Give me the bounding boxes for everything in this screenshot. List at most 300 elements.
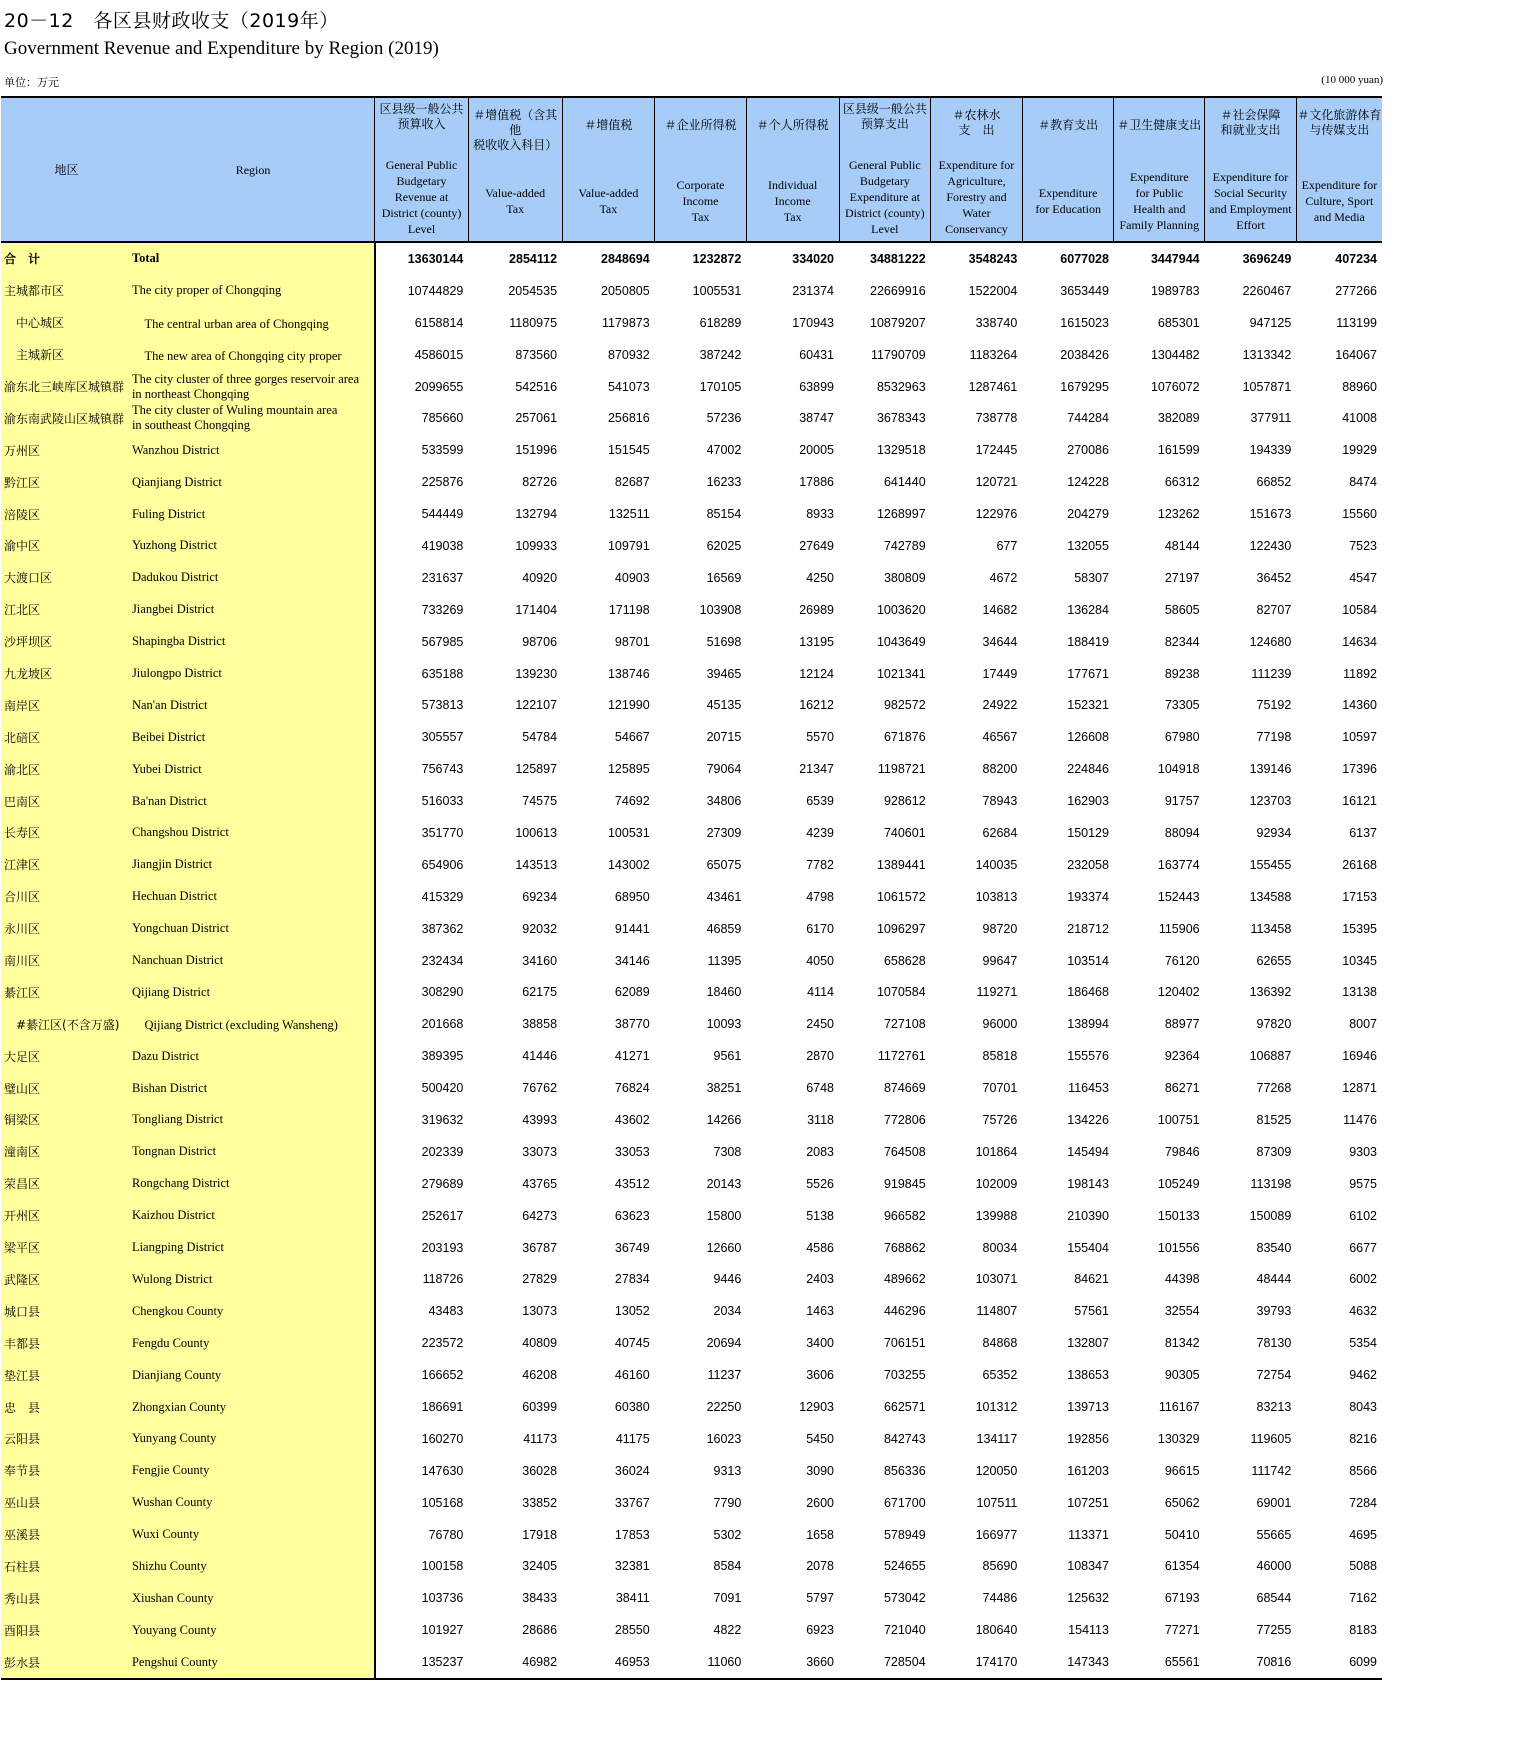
value-cell: 27197 [1164, 570, 1200, 585]
region-name-en: Chengkou County [132, 1295, 375, 1327]
region-name-cn: 巫山县 [1, 1487, 132, 1519]
table-row [1, 1359, 1382, 1391]
value-cell: 150089 [1249, 1208, 1292, 1223]
value-cell: 48444 [1256, 1272, 1292, 1287]
region-name-cn: 渝东南武陵山区城镇群 [1, 402, 132, 434]
region-name-cn: 璧山区 [1, 1072, 132, 1104]
region-name-en: Dadukou District [132, 562, 375, 594]
value-cell: 873560 [515, 347, 558, 362]
value-cell: 81342 [1164, 1336, 1200, 1351]
region-name-en: Xiushan County [132, 1582, 375, 1614]
value-cell: 138746 [607, 666, 650, 681]
value-cell: 46982 [468, 1646, 562, 1679]
value-cell: 50410 [1164, 1527, 1200, 1542]
value-cell: 88960 [1342, 379, 1377, 394]
value-cell: 60399 [522, 1400, 558, 1414]
value-cell: 8933 [806, 507, 834, 522]
region-name-cn: 秀山县 [1, 1582, 132, 1614]
region-name-cn: 大渡口区 [1, 562, 132, 594]
region-name-cn: 主城新区 [1, 339, 132, 371]
value-cell: 41446 [522, 1049, 558, 1064]
value-cell: 351770 [375, 817, 469, 849]
value-cell: 27834 [614, 1272, 650, 1287]
table-title-cn: 20－12 各区县财政收支（2019年） [4, 10, 339, 32]
value-cell: 966582 [883, 1208, 926, 1223]
value-cell: 61354 [1164, 1559, 1200, 1574]
value-cell: 155576 [1067, 1049, 1109, 1064]
value-cell: 186691 [375, 1391, 469, 1423]
value-cell: 489662 [883, 1272, 926, 1287]
value-cell: 856336 [883, 1463, 926, 1478]
unit-label-en: (10 000 yuan) [1321, 74, 1383, 86]
table-row [1, 881, 1382, 913]
table-row [1, 1264, 1382, 1296]
value-cell: 130329 [1157, 1431, 1200, 1446]
value-cell: 119271 [976, 985, 1018, 1000]
value-cell: 79064 [706, 762, 742, 777]
value-cell: 8566 [1349, 1463, 1377, 1478]
value-cell: 1463 [806, 1304, 834, 1319]
value-cell: 17918 [522, 1527, 558, 1542]
value-cell: 21347 [799, 762, 834, 777]
value-cell: 232434 [375, 945, 469, 977]
value-cell: 43765 [522, 1176, 558, 1191]
value-cell: 738778 [975, 411, 1018, 426]
region-name-en: Wulong District [132, 1264, 375, 1296]
table-row [1, 594, 1382, 626]
value-cell: 111742 [1251, 1463, 1292, 1478]
value-cell: 91757 [1164, 794, 1200, 809]
value-cell: 115906 [1158, 921, 1200, 936]
region-name-cn: 江北区 [1, 594, 132, 626]
header-region-en: Region [132, 97, 375, 242]
value-cell: 7091 [713, 1591, 742, 1606]
value-cell: 26168 [1342, 857, 1377, 872]
region-name-cn: 巴南区 [1, 785, 132, 817]
value-cell: 270086 [1067, 443, 1109, 458]
value-cell: 116167 [1158, 1400, 1200, 1414]
region-name-cn: 綦江区 [1, 976, 132, 1008]
value-cell: 8474 [1349, 475, 1377, 490]
value-cell: 124228 [1067, 475, 1109, 490]
value-cell: 90305 [1164, 1368, 1200, 1383]
value-cell: 151996 [515, 443, 558, 458]
value-cell: 174170 [931, 1646, 1023, 1679]
value-cell: 38747 [799, 411, 834, 426]
value-cell: 109791 [607, 538, 650, 553]
value-cell: 193374 [1067, 889, 1109, 904]
value-cell: 58307 [1074, 570, 1109, 585]
value-cell: 223572 [375, 1327, 469, 1359]
value-cell: 77198 [1256, 730, 1292, 745]
value-cell: 103908 [699, 602, 742, 617]
region-name-en: The central urban area of Chongqing [132, 307, 375, 339]
value-cell: 4586015 [375, 339, 469, 371]
value-cell: 5570 [806, 730, 834, 745]
value-cell: 36452 [1256, 570, 1292, 585]
value-cell: 1183264 [969, 347, 1018, 362]
value-cell: 9303 [1349, 1144, 1377, 1159]
region-name-en: Shizhu County [132, 1551, 375, 1583]
value-cell: 319632 [375, 1104, 469, 1136]
value-cell: 76120 [1164, 953, 1200, 968]
value-cell: 132807 [1067, 1336, 1109, 1351]
value-cell: 34146 [614, 953, 650, 968]
value-cell: 578949 [883, 1527, 926, 1542]
value-cell: 113199 [1336, 315, 1377, 330]
value-cell: 166977 [975, 1527, 1018, 1542]
value-cell: 39793 [1256, 1304, 1292, 1319]
value-cell: 69234 [522, 889, 558, 904]
value-cell: 36024 [614, 1463, 650, 1478]
value-cell: 22669916 [870, 283, 926, 298]
value-cell: 17449 [982, 666, 1018, 681]
table-row [1, 402, 1382, 434]
value-cell: 96615 [1164, 1463, 1200, 1478]
table-row [1, 689, 1382, 721]
value-cell: 4695 [1349, 1527, 1377, 1542]
table-body [1, 242, 1382, 1679]
table-row [1, 913, 1382, 945]
value-cell: 6748 [806, 1081, 834, 1096]
value-cell: 122107 [515, 698, 558, 713]
value-cell: 83540 [1256, 1240, 1292, 1255]
value-cell: 46208 [522, 1368, 558, 1383]
header-vat-incl: ＃增值税（含其他 税收收入科目） Value-added Tax [468, 97, 562, 242]
value-cell: 51698 [706, 634, 742, 649]
table-row [1, 1232, 1382, 1264]
value-cell: 65075 [706, 857, 742, 872]
value-cell: 4632 [1349, 1304, 1377, 1319]
total-row [1, 242, 1382, 275]
value-cell: 2848694 [601, 251, 650, 266]
value-cell: 88200 [982, 762, 1018, 777]
region-name-cn: 南川区 [1, 945, 132, 977]
value-cell: 74486 [982, 1591, 1018, 1606]
region-name-en: Yuzhong District [132, 530, 375, 562]
value-cell: 82687 [614, 475, 650, 490]
region-name-en: Changshou District [132, 817, 375, 849]
value-cell: 172445 [975, 443, 1018, 458]
value-cell: 1615023 [1060, 315, 1109, 330]
value-cell: 2054535 [508, 283, 558, 298]
value-cell: 121990 [607, 698, 650, 713]
value-cell: 75726 [982, 1112, 1018, 1127]
value-cell: 919845 [883, 1176, 926, 1191]
region-name-cn: 巫溪县 [1, 1519, 132, 1551]
value-cell: 124680 [1249, 634, 1292, 649]
value-cell: 123262 [1157, 507, 1200, 522]
value-cell: 4586 [806, 1240, 834, 1255]
value-cell: 36028 [522, 1463, 558, 1478]
value-cell: 3653449 [1060, 283, 1109, 298]
region-name-cn: 荣昌区 [1, 1168, 132, 1200]
region-name-cn: 大足区 [1, 1040, 132, 1072]
value-cell: 33073 [522, 1144, 558, 1159]
value-cell: 155404 [1067, 1240, 1109, 1255]
value-cell: 10597 [1342, 730, 1377, 745]
value-cell: 380809 [883, 570, 926, 585]
table-row [1, 1551, 1382, 1583]
unit-label-cn: 单位：万元 [4, 76, 59, 89]
value-cell: 10879207 [870, 315, 926, 330]
value-cell: 11060 [655, 1646, 747, 1679]
value-cell: 1329518 [876, 443, 926, 458]
value-cell: 15560 [1342, 507, 1377, 522]
table-row [1, 1519, 1382, 1551]
value-cell: 62025 [706, 538, 742, 553]
value-cell: 2260467 [1242, 283, 1292, 298]
value-cell: 4798 [806, 889, 834, 904]
table-row [1, 1487, 1382, 1519]
region-name-cn: 永川区 [1, 913, 132, 945]
value-cell: 101864 [975, 1144, 1018, 1159]
region-name-en: Kaizhou District [132, 1200, 375, 1232]
region-name-en: The new area of Chongqing city proper [132, 339, 375, 371]
value-cell: 15395 [1342, 921, 1377, 936]
value-cell: 43483 [375, 1295, 469, 1327]
value-cell: 180640 [975, 1623, 1018, 1638]
value-cell: 34644 [982, 634, 1018, 649]
revenue-expenditure-table [1, 96, 1382, 1680]
value-cell: 77271 [1164, 1623, 1200, 1638]
value-cell: 63899 [799, 379, 834, 394]
header-agri-exp: ＃农林水 支 出 Expenditure for Agriculture, Forestry and Water Conservancy [931, 97, 1023, 242]
value-cell: 10744829 [375, 275, 469, 307]
region-name-cn: 渝东北三峡库区城镇群 [1, 371, 132, 403]
region-name-cn: 九龙坡区 [1, 658, 132, 690]
value-cell: 100751 [1157, 1112, 1200, 1127]
value-cell: 107251 [1067, 1495, 1109, 1510]
table-row [1, 466, 1382, 498]
value-cell: 138653 [1067, 1368, 1109, 1383]
value-cell: 2034 [713, 1304, 742, 1319]
header-region-cn: 地区 [1, 97, 132, 242]
value-cell: 6677 [1349, 1240, 1377, 1255]
value-cell: 136392 [1249, 985, 1292, 1000]
value-cell: 198143 [1067, 1176, 1109, 1191]
value-cell: 114807 [976, 1304, 1018, 1319]
value-cell: 4822 [713, 1623, 742, 1638]
value-cell: 11395 [707, 953, 742, 968]
region-name-cn: 沙坪坝区 [1, 626, 132, 658]
value-cell: 28686 [522, 1623, 558, 1638]
region-name-en: Wanzhou District [132, 434, 375, 466]
value-cell: 143513 [515, 857, 558, 872]
value-cell: 28550 [614, 1623, 650, 1638]
value-cell: 188419 [1067, 634, 1109, 649]
value-cell: 22250 [706, 1400, 742, 1414]
value-cell: 2050805 [601, 283, 650, 298]
value-cell: 41173 [523, 1431, 558, 1446]
value-cell: 1096297 [876, 921, 926, 936]
value-cell: 3400 [806, 1336, 834, 1351]
value-cell: 764508 [883, 1144, 926, 1159]
value-cell: 8007 [1349, 1017, 1377, 1032]
region-name-cn: 垫江县 [1, 1359, 132, 1391]
value-cell: 721040 [883, 1623, 926, 1638]
table-row [1, 434, 1382, 466]
value-cell: 257061 [515, 411, 558, 426]
value-cell: 573813 [375, 689, 469, 721]
table-row [1, 1423, 1382, 1455]
value-cell: 6539 [806, 794, 834, 809]
value-cell: 113198 [1250, 1176, 1292, 1191]
value-cell: 65352 [982, 1368, 1018, 1383]
value-cell: 218712 [1067, 921, 1109, 936]
value-cell: 3696249 [1242, 251, 1292, 266]
value-cell: 103071 [975, 1272, 1018, 1287]
value-cell: 101927 [375, 1614, 469, 1646]
value-cell: 6158814 [375, 307, 469, 339]
value-cell: 308290 [375, 976, 469, 1008]
value-cell: 544449 [375, 498, 469, 530]
value-cell: 1389441 [876, 857, 926, 872]
value-cell: 11237 [707, 1368, 742, 1383]
value-cell: 256816 [607, 411, 650, 426]
value-cell: 16121 [1342, 794, 1377, 809]
value-cell: 34881222 [870, 251, 926, 266]
value-cell: 47002 [706, 443, 742, 458]
region-name-cn: 奉节县 [1, 1455, 132, 1487]
value-cell: 685301 [1157, 315, 1200, 330]
value-cell: 38251 [706, 1081, 742, 1096]
value-cell: 70816 [1205, 1646, 1297, 1679]
value-cell: 2099655 [375, 371, 469, 403]
value-cell: 6102 [1349, 1208, 1377, 1223]
value-cell: 62089 [614, 985, 650, 1000]
value-cell: 382089 [1157, 411, 1200, 426]
table-title-en: Government Revenue and Expenditure by Region (2019) [4, 38, 439, 59]
value-cell: 140035 [975, 857, 1018, 872]
table-row [1, 1327, 1382, 1359]
value-cell: 1304482 [1150, 347, 1200, 362]
value-cell: 44398 [1164, 1272, 1200, 1287]
value-cell: 171198 [608, 602, 650, 617]
value-cell: 7162 [1349, 1591, 1377, 1606]
value-cell: 103736 [375, 1582, 469, 1614]
region-name-cn: 丰都县 [1, 1327, 132, 1359]
table-row [1, 658, 1382, 690]
value-cell: 516033 [375, 785, 469, 817]
value-cell: 12871 [1342, 1081, 1377, 1096]
value-cell: 113371 [1068, 1527, 1109, 1542]
value-cell: 11790709 [870, 347, 926, 362]
region-name-cn: 涪陵区 [1, 498, 132, 530]
value-cell: 3606 [806, 1368, 834, 1383]
region-name-cn: 万州区 [1, 434, 132, 466]
region-name-cn: 渝北区 [1, 753, 132, 785]
header-vat: ＃增值税 Value-added Tax [562, 97, 655, 242]
value-cell: 122976 [975, 507, 1018, 522]
value-cell: 18460 [706, 985, 742, 1000]
value-cell: 145494 [1067, 1144, 1109, 1159]
value-cell: 27649 [799, 538, 834, 553]
table-row [1, 753, 1382, 785]
value-cell: 671876 [883, 730, 926, 745]
value-cell: 96000 [982, 1017, 1018, 1032]
value-cell: 20143 [706, 1176, 742, 1191]
value-cell: 82707 [1256, 602, 1292, 617]
value-cell: 135237 [375, 1646, 469, 1679]
value-cell: 98701 [614, 634, 650, 649]
value-cell: 1313342 [1242, 347, 1292, 362]
value-cell: 43512 [614, 1176, 650, 1191]
value-cell: 54667 [614, 730, 650, 745]
value-cell: 91441 [614, 921, 650, 936]
table-row [1, 1008, 1382, 1040]
value-cell: 43602 [614, 1112, 650, 1127]
value-cell: 98720 [982, 921, 1018, 936]
value-cell: 143002 [607, 857, 650, 872]
value-cell: 785660 [375, 402, 469, 434]
value-cell: 2870 [806, 1049, 834, 1064]
value-cell: 177671 [1067, 666, 1109, 681]
value-cell: 14682 [982, 602, 1018, 617]
value-cell: 13052 [614, 1304, 650, 1319]
value-cell: 5450 [806, 1431, 834, 1446]
value-cell: 9446 [713, 1272, 742, 1287]
value-cell: 6077028 [1060, 251, 1109, 266]
header-individual-tax: ＃个人所得税 Individual Income Tax [746, 97, 839, 242]
value-cell: 12124 [799, 666, 834, 681]
value-cell: 82344 [1164, 634, 1200, 649]
value-cell: 11892 [1343, 666, 1377, 681]
value-cell: 85818 [982, 1049, 1018, 1064]
value-cell: 4672 [989, 570, 1018, 585]
value-cell: 58605 [1164, 602, 1200, 617]
value-cell: 389395 [375, 1040, 469, 1072]
value-cell: 4250 [806, 570, 834, 585]
value-cell: 68544 [1256, 1591, 1292, 1606]
value-cell: 10093 [706, 1017, 742, 1032]
value-cell: 20715 [706, 730, 742, 745]
value-cell: 703255 [883, 1368, 926, 1383]
header-culture-exp: ＃文化旅游体育 与传媒支出 Expenditure for Culture, Sport and Media [1296, 97, 1382, 242]
value-cell: 73305 [1164, 698, 1200, 713]
value-cell: 2083 [806, 1144, 834, 1159]
value-cell: 740601 [883, 825, 926, 840]
value-cell: 2078 [806, 1559, 834, 1574]
value-cell: 231374 [792, 283, 834, 298]
region-name-en: Jiangjin District [132, 849, 375, 881]
value-cell: 12903 [799, 1400, 834, 1414]
value-cell: 88977 [1164, 1017, 1200, 1032]
value-cell: 43461 [706, 889, 742, 904]
value-cell: 40903 [614, 570, 650, 585]
value-cell: 113458 [1250, 921, 1292, 936]
value-cell: 38858 [522, 1017, 558, 1032]
value-cell: 32554 [1164, 1304, 1200, 1319]
region-name-en: Zhongxian County [132, 1391, 375, 1423]
value-cell: 9561 [713, 1049, 742, 1064]
value-cell: 10584 [1342, 602, 1377, 617]
region-name-en: Jiangbei District [132, 594, 375, 626]
value-cell: 119605 [1250, 1431, 1292, 1446]
region-name-cn: 南岸区 [1, 689, 132, 721]
value-cell: 68950 [614, 889, 650, 904]
value-cell: 618289 [699, 315, 742, 330]
value-cell: 66852 [1256, 475, 1292, 490]
value-cell: 377911 [1250, 411, 1292, 426]
value-cell: 120050 [975, 1463, 1018, 1478]
value-cell: 85154 [706, 507, 742, 522]
value-cell: 101312 [975, 1400, 1018, 1414]
region-name-en: Shapingba District [132, 626, 375, 658]
table-row [1, 1582, 1382, 1614]
table-row [1, 371, 1382, 403]
header-expenditure: 区县级一般公共 预算支出 General Public Budgetary Expenditure at District (county) Level [839, 97, 931, 242]
